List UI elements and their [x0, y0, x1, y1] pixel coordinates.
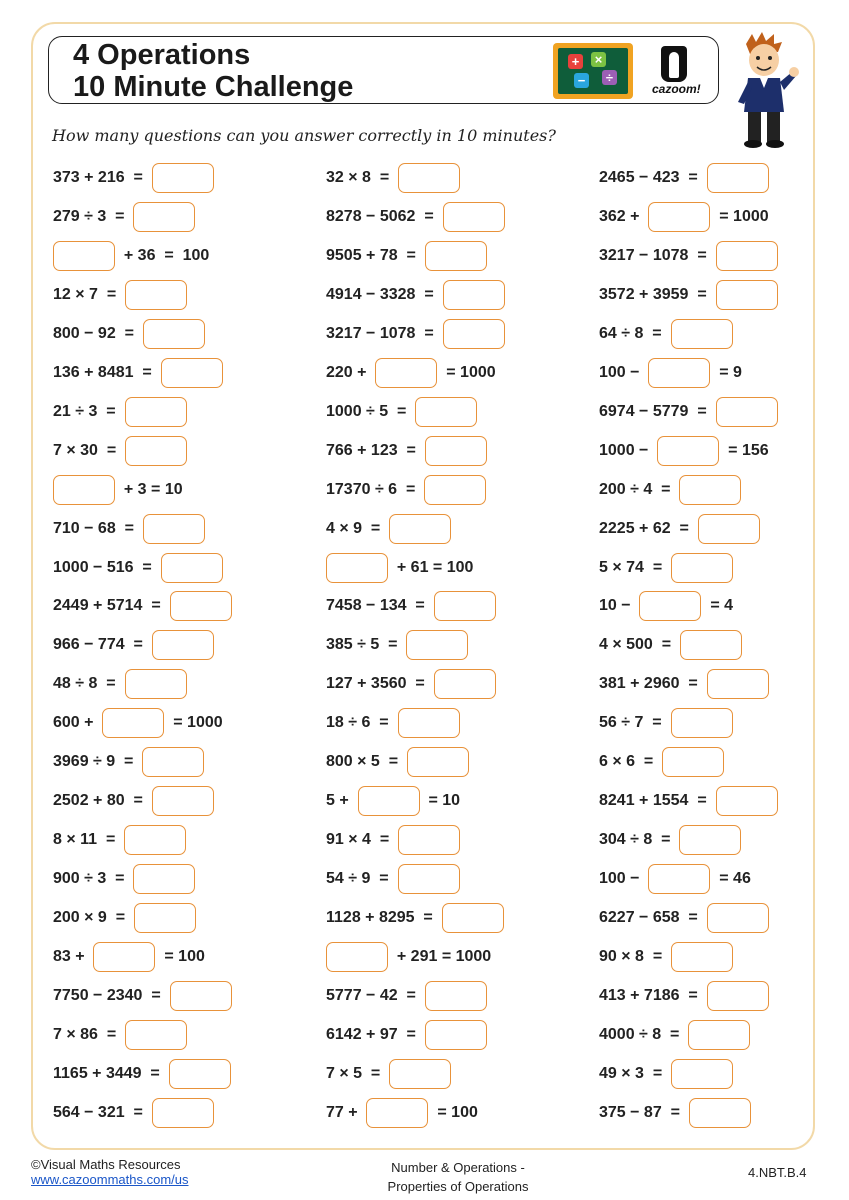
question-text: 6227 − 658 = [599, 909, 707, 927]
question-text: 64 ÷ 8 = [599, 324, 671, 342]
question-text: 100 − [599, 870, 649, 888]
question-text: 5 + [326, 792, 358, 810]
question-text: 17370 ÷ 6 = [326, 480, 425, 498]
answer-box[interactable] [152, 630, 214, 660]
question-text: 2502 + 80 = [53, 792, 152, 810]
question-text: = 10 [419, 792, 461, 810]
answer-box[interactable] [671, 553, 733, 583]
question-row [53, 1059, 231, 1089]
answer-box[interactable] [406, 630, 468, 660]
question-text: 900 ÷ 3 = [53, 870, 134, 888]
question-text: 3217 − 1078 = [326, 324, 443, 342]
answer-box[interactable] [170, 981, 232, 1011]
answer-box[interactable] [707, 903, 769, 933]
question-row [326, 553, 473, 583]
answer-box[interactable] [443, 319, 505, 349]
question-text: 1165 + 3449 = [53, 1064, 169, 1082]
answer-box[interactable] [648, 202, 710, 232]
answer-box[interactable] [125, 669, 187, 699]
question-row [53, 825, 186, 855]
minus-icon: − [574, 73, 589, 88]
question-row [53, 358, 223, 388]
question-text: 4 × 500 = [599, 636, 680, 654]
standard-code: 4.NBT.B.4 [748, 1165, 807, 1180]
question-row [599, 942, 733, 972]
answer-box[interactable] [53, 475, 115, 505]
answer-box[interactable] [716, 241, 778, 271]
topic-line-2: Properties of Operations [387, 1179, 529, 1194]
answer-box[interactable] [671, 942, 733, 972]
question-text: 381 + 2960 = [599, 675, 707, 693]
question-row [326, 397, 477, 427]
question-row [326, 825, 460, 855]
question-row [326, 358, 496, 388]
answer-box[interactable] [53, 241, 115, 271]
question-row [53, 163, 214, 193]
question-row [599, 981, 769, 1011]
question-text: 413 + 7186 = [599, 986, 707, 1004]
answer-box[interactable] [425, 436, 487, 466]
boy-mascot-icon [728, 32, 800, 150]
instruction-text: How many questions can you answer correctly in 10 minutes? [52, 126, 556, 145]
question-text: 1128 + 8295 = [326, 909, 442, 927]
question-row [599, 553, 733, 583]
question-text: 127 + 3560 = [326, 675, 434, 693]
question-text: 3217 − 1078 = [599, 246, 716, 264]
answer-box[interactable] [142, 747, 204, 777]
question-text: 90 × 8 = [599, 948, 672, 965]
answer-box[interactable] [424, 475, 486, 505]
answer-box[interactable] [398, 825, 460, 855]
question-row [599, 280, 778, 310]
question-row [326, 591, 496, 621]
question-text: 100 − [599, 363, 649, 381]
question-text: = 1000 [437, 363, 496, 381]
question-text: 6974 − 5779 = [599, 402, 716, 420]
logo-text: cazoom! [652, 82, 701, 96]
question-row [599, 358, 742, 388]
question-row [599, 241, 778, 271]
answer-box[interactable] [134, 903, 196, 933]
question-text: 1000 ÷ 5 = [326, 402, 416, 420]
question-row [599, 786, 778, 816]
question-row [326, 747, 469, 777]
question-text: = 100 [428, 1103, 478, 1121]
question-row [53, 475, 183, 505]
answer-box[interactable] [102, 708, 164, 738]
answer-box[interactable] [358, 786, 420, 816]
question-text: = 9 [710, 363, 742, 381]
answer-box[interactable] [326, 942, 388, 972]
question-row [326, 942, 491, 972]
question-text: = 46 [710, 870, 751, 888]
question-row [53, 981, 232, 1011]
answer-box[interactable] [152, 163, 214, 193]
question-text: 77 + [326, 1103, 367, 1121]
divide-icon: ÷ [602, 70, 617, 85]
answer-box[interactable] [434, 669, 496, 699]
question-row [599, 397, 778, 427]
question-row [599, 1020, 750, 1050]
question-row [599, 708, 733, 738]
answer-box[interactable] [707, 981, 769, 1011]
question-row [326, 903, 504, 933]
answer-box[interactable] [442, 903, 504, 933]
answer-box[interactable] [648, 358, 710, 388]
answer-box[interactable] [698, 514, 760, 544]
plus-icon: + [568, 54, 583, 69]
page-title [73, 39, 353, 103]
question-text: + 61 = 100 [388, 558, 474, 576]
question-text: + 291 = 1000 [388, 948, 492, 965]
answer-box[interactable] [415, 397, 477, 427]
answer-box[interactable] [679, 825, 741, 855]
answer-box[interactable] [443, 280, 505, 310]
cazoom-logo-icon [661, 46, 687, 82]
question-text: 200 × 9 = [53, 909, 134, 927]
question-text: 800 × 5 = [326, 753, 407, 771]
question-row [53, 319, 205, 349]
question-text: 2225 + 62 = [599, 519, 698, 537]
question-text: 8 × 11 = [53, 831, 125, 849]
answer-box[interactable] [125, 280, 187, 310]
title-line-2: 10 Minute Challenge [73, 71, 354, 103]
answer-box[interactable] [671, 708, 733, 738]
question-text: = 100 [155, 948, 205, 965]
question-text: 83 + [53, 948, 94, 965]
answer-box[interactable] [152, 786, 214, 816]
question-row [599, 903, 769, 933]
website-link[interactable]: www.cazoommaths.com/us [31, 1172, 189, 1187]
question-row [53, 630, 214, 660]
question-row [53, 514, 205, 544]
question-text: 49 × 3 = [599, 1064, 672, 1082]
question-row [599, 630, 742, 660]
question-text: = 1000 [164, 714, 223, 732]
question-row [599, 163, 769, 193]
question-text: 32 × 8 = [326, 169, 399, 186]
question-text: 7 × 30 = [53, 441, 126, 459]
times-icon: × [591, 52, 606, 67]
answer-box[interactable] [425, 1020, 487, 1050]
question-text: 362 + [599, 207, 649, 225]
question-row [326, 475, 486, 505]
answer-box[interactable] [143, 319, 205, 349]
question-row [326, 630, 468, 660]
answer-box[interactable] [434, 591, 496, 621]
question-row [326, 1059, 451, 1089]
answer-box[interactable] [671, 319, 733, 349]
answer-box[interactable] [398, 163, 460, 193]
question-text: + 3 = 10 [115, 480, 183, 498]
question-text: 9505 + 78 = [326, 246, 425, 264]
answer-box[interactable] [425, 981, 487, 1011]
question-text: 8241 + 1554 = [599, 792, 716, 810]
question-text: = 156 [719, 441, 769, 459]
answer-box[interactable] [125, 436, 187, 466]
question-row [53, 864, 195, 894]
question-text: 220 + [326, 363, 376, 381]
answer-box[interactable] [662, 747, 724, 777]
question-text: 385 ÷ 5 = [326, 636, 407, 654]
question-row [53, 202, 195, 232]
answer-box[interactable] [680, 630, 742, 660]
question-row [326, 319, 505, 349]
question-text: 136 + 8481 = [53, 363, 161, 381]
question-text: + 36 = 100 [115, 246, 210, 264]
answer-box[interactable] [161, 358, 223, 388]
question-row [326, 241, 487, 271]
question-row [53, 436, 187, 466]
question-text: 200 ÷ 4 = [599, 480, 680, 498]
answer-box[interactable] [398, 864, 460, 894]
question-text: 48 ÷ 8 = [53, 675, 125, 693]
answer-box[interactable] [707, 163, 769, 193]
question-text: 1000 − [599, 441, 658, 459]
answer-box[interactable] [161, 553, 223, 583]
answer-box[interactable] [143, 514, 205, 544]
answer-box[interactable] [407, 747, 469, 777]
question-row [326, 280, 505, 310]
answer-box[interactable] [716, 786, 778, 816]
copyright-text: ©Visual Maths Resources [31, 1157, 181, 1172]
question-row [53, 708, 223, 738]
question-text: 4914 − 3328 = [326, 285, 443, 303]
question-row [599, 591, 733, 621]
question-text: 6 × 6 = [599, 753, 663, 771]
question-text: 91 × 4 = [326, 831, 399, 849]
answer-box[interactable] [389, 514, 451, 544]
answer-box[interactable] [125, 397, 187, 427]
question-text: 600 + [53, 714, 103, 732]
question-row [53, 241, 209, 271]
question-row [599, 864, 751, 894]
question-text: 3969 ÷ 9 = [53, 753, 143, 771]
answer-box[interactable] [389, 1059, 451, 1089]
question-text: 12 × 7 = [53, 285, 126, 303]
answer-box[interactable] [326, 553, 388, 583]
question-row [326, 864, 460, 894]
question-text: 56 ÷ 7 = [599, 714, 671, 732]
question-row [53, 397, 187, 427]
question-row [599, 319, 733, 349]
answer-box[interactable] [716, 397, 778, 427]
question-row [599, 825, 741, 855]
question-text: 3572 + 3959 = [599, 285, 716, 303]
question-text: 1000 − 516 = [53, 558, 161, 576]
question-text: 7458 − 134 = [326, 597, 434, 615]
question-text: 6142 + 97 = [326, 1025, 425, 1043]
question-row [53, 280, 187, 310]
question-text: 710 − 68 = [53, 519, 143, 537]
answer-box[interactable] [657, 436, 719, 466]
question-text: 373 + 216 = [53, 169, 152, 186]
answer-box[interactable] [689, 1098, 751, 1128]
question-row [326, 786, 460, 816]
answer-box[interactable] [375, 358, 437, 388]
answer-box[interactable] [425, 241, 487, 271]
question-text: 304 ÷ 8 = [599, 831, 680, 849]
answer-box[interactable] [170, 591, 232, 621]
question-text: 7 × 86 = [53, 1025, 126, 1043]
answer-box[interactable] [639, 591, 701, 621]
question-row [326, 1020, 487, 1050]
title-line-1: 4 Operations [73, 39, 251, 71]
question-row [599, 202, 769, 232]
answer-box[interactable] [707, 669, 769, 699]
question-row [599, 475, 741, 505]
answer-box[interactable] [93, 942, 155, 972]
question-row [599, 747, 724, 777]
question-row [53, 786, 214, 816]
answer-box[interactable] [152, 1098, 214, 1128]
question-text: 5777 − 42 = [326, 986, 425, 1004]
question-text: 4 × 9 = [326, 519, 390, 537]
question-text: 2449 + 5714 = [53, 597, 170, 615]
question-row [53, 591, 232, 621]
answer-box[interactable] [679, 475, 741, 505]
answer-box[interactable] [398, 708, 460, 738]
question-text: = 4 [701, 597, 734, 615]
question-text: 10 − [599, 597, 640, 615]
topic-line-1: Number & Operations - [391, 1160, 525, 1175]
answer-box[interactable] [125, 1020, 187, 1050]
question-row [599, 669, 769, 699]
question-row [599, 1098, 751, 1128]
question-row [599, 1059, 733, 1089]
answer-box[interactable] [133, 202, 195, 232]
answer-box[interactable] [648, 864, 710, 894]
footer-left [31, 1157, 189, 1187]
question-text: 18 ÷ 6 = [326, 714, 398, 732]
answer-box[interactable] [443, 202, 505, 232]
question-text: 5 × 74 = [599, 558, 672, 576]
answer-box[interactable] [133, 864, 195, 894]
question-row [53, 903, 196, 933]
question-row [326, 669, 496, 699]
question-row [599, 514, 760, 544]
answer-box[interactable] [716, 280, 778, 310]
question-text: 2465 − 423 = [599, 169, 707, 186]
question-text: 7 × 5 = [326, 1064, 390, 1082]
question-row [326, 436, 487, 466]
question-row [326, 163, 460, 193]
question-row [326, 708, 460, 738]
cazoom-logo [652, 44, 710, 100]
answer-box[interactable] [688, 1020, 750, 1050]
answer-box[interactable] [366, 1098, 428, 1128]
question-text: 7750 − 2340 = [53, 986, 170, 1004]
question-row [53, 1020, 187, 1050]
question-text: 375 − 87 = [599, 1103, 689, 1121]
question-text: 4000 ÷ 8 = [599, 1025, 689, 1043]
question-text: 800 − 92 = [53, 324, 143, 342]
question-text: 8278 − 5062 = [326, 207, 443, 225]
question-row [53, 1098, 214, 1128]
chalkboard-icon [553, 43, 633, 99]
question-text: 966 − 774 = [53, 636, 152, 654]
question-row [326, 981, 487, 1011]
answer-box[interactable] [169, 1059, 231, 1089]
question-row [53, 553, 223, 583]
question-row [53, 942, 205, 972]
question-row [53, 747, 204, 777]
question-row [326, 202, 505, 232]
question-text: 766 + 123 = [326, 441, 425, 459]
question-text: 564 − 321 = [53, 1103, 152, 1121]
footer-center [340, 1158, 576, 1196]
question-text: 54 ÷ 9 = [326, 870, 398, 888]
question-text: 21 ÷ 3 = [53, 402, 125, 420]
question-text: = 1000 [710, 207, 769, 225]
answer-box[interactable] [671, 1059, 733, 1089]
question-row [326, 1098, 478, 1128]
question-row [326, 514, 451, 544]
answer-box[interactable] [124, 825, 186, 855]
question-row [53, 669, 187, 699]
question-row [599, 436, 769, 466]
question-text: 279 ÷ 3 = [53, 207, 134, 225]
